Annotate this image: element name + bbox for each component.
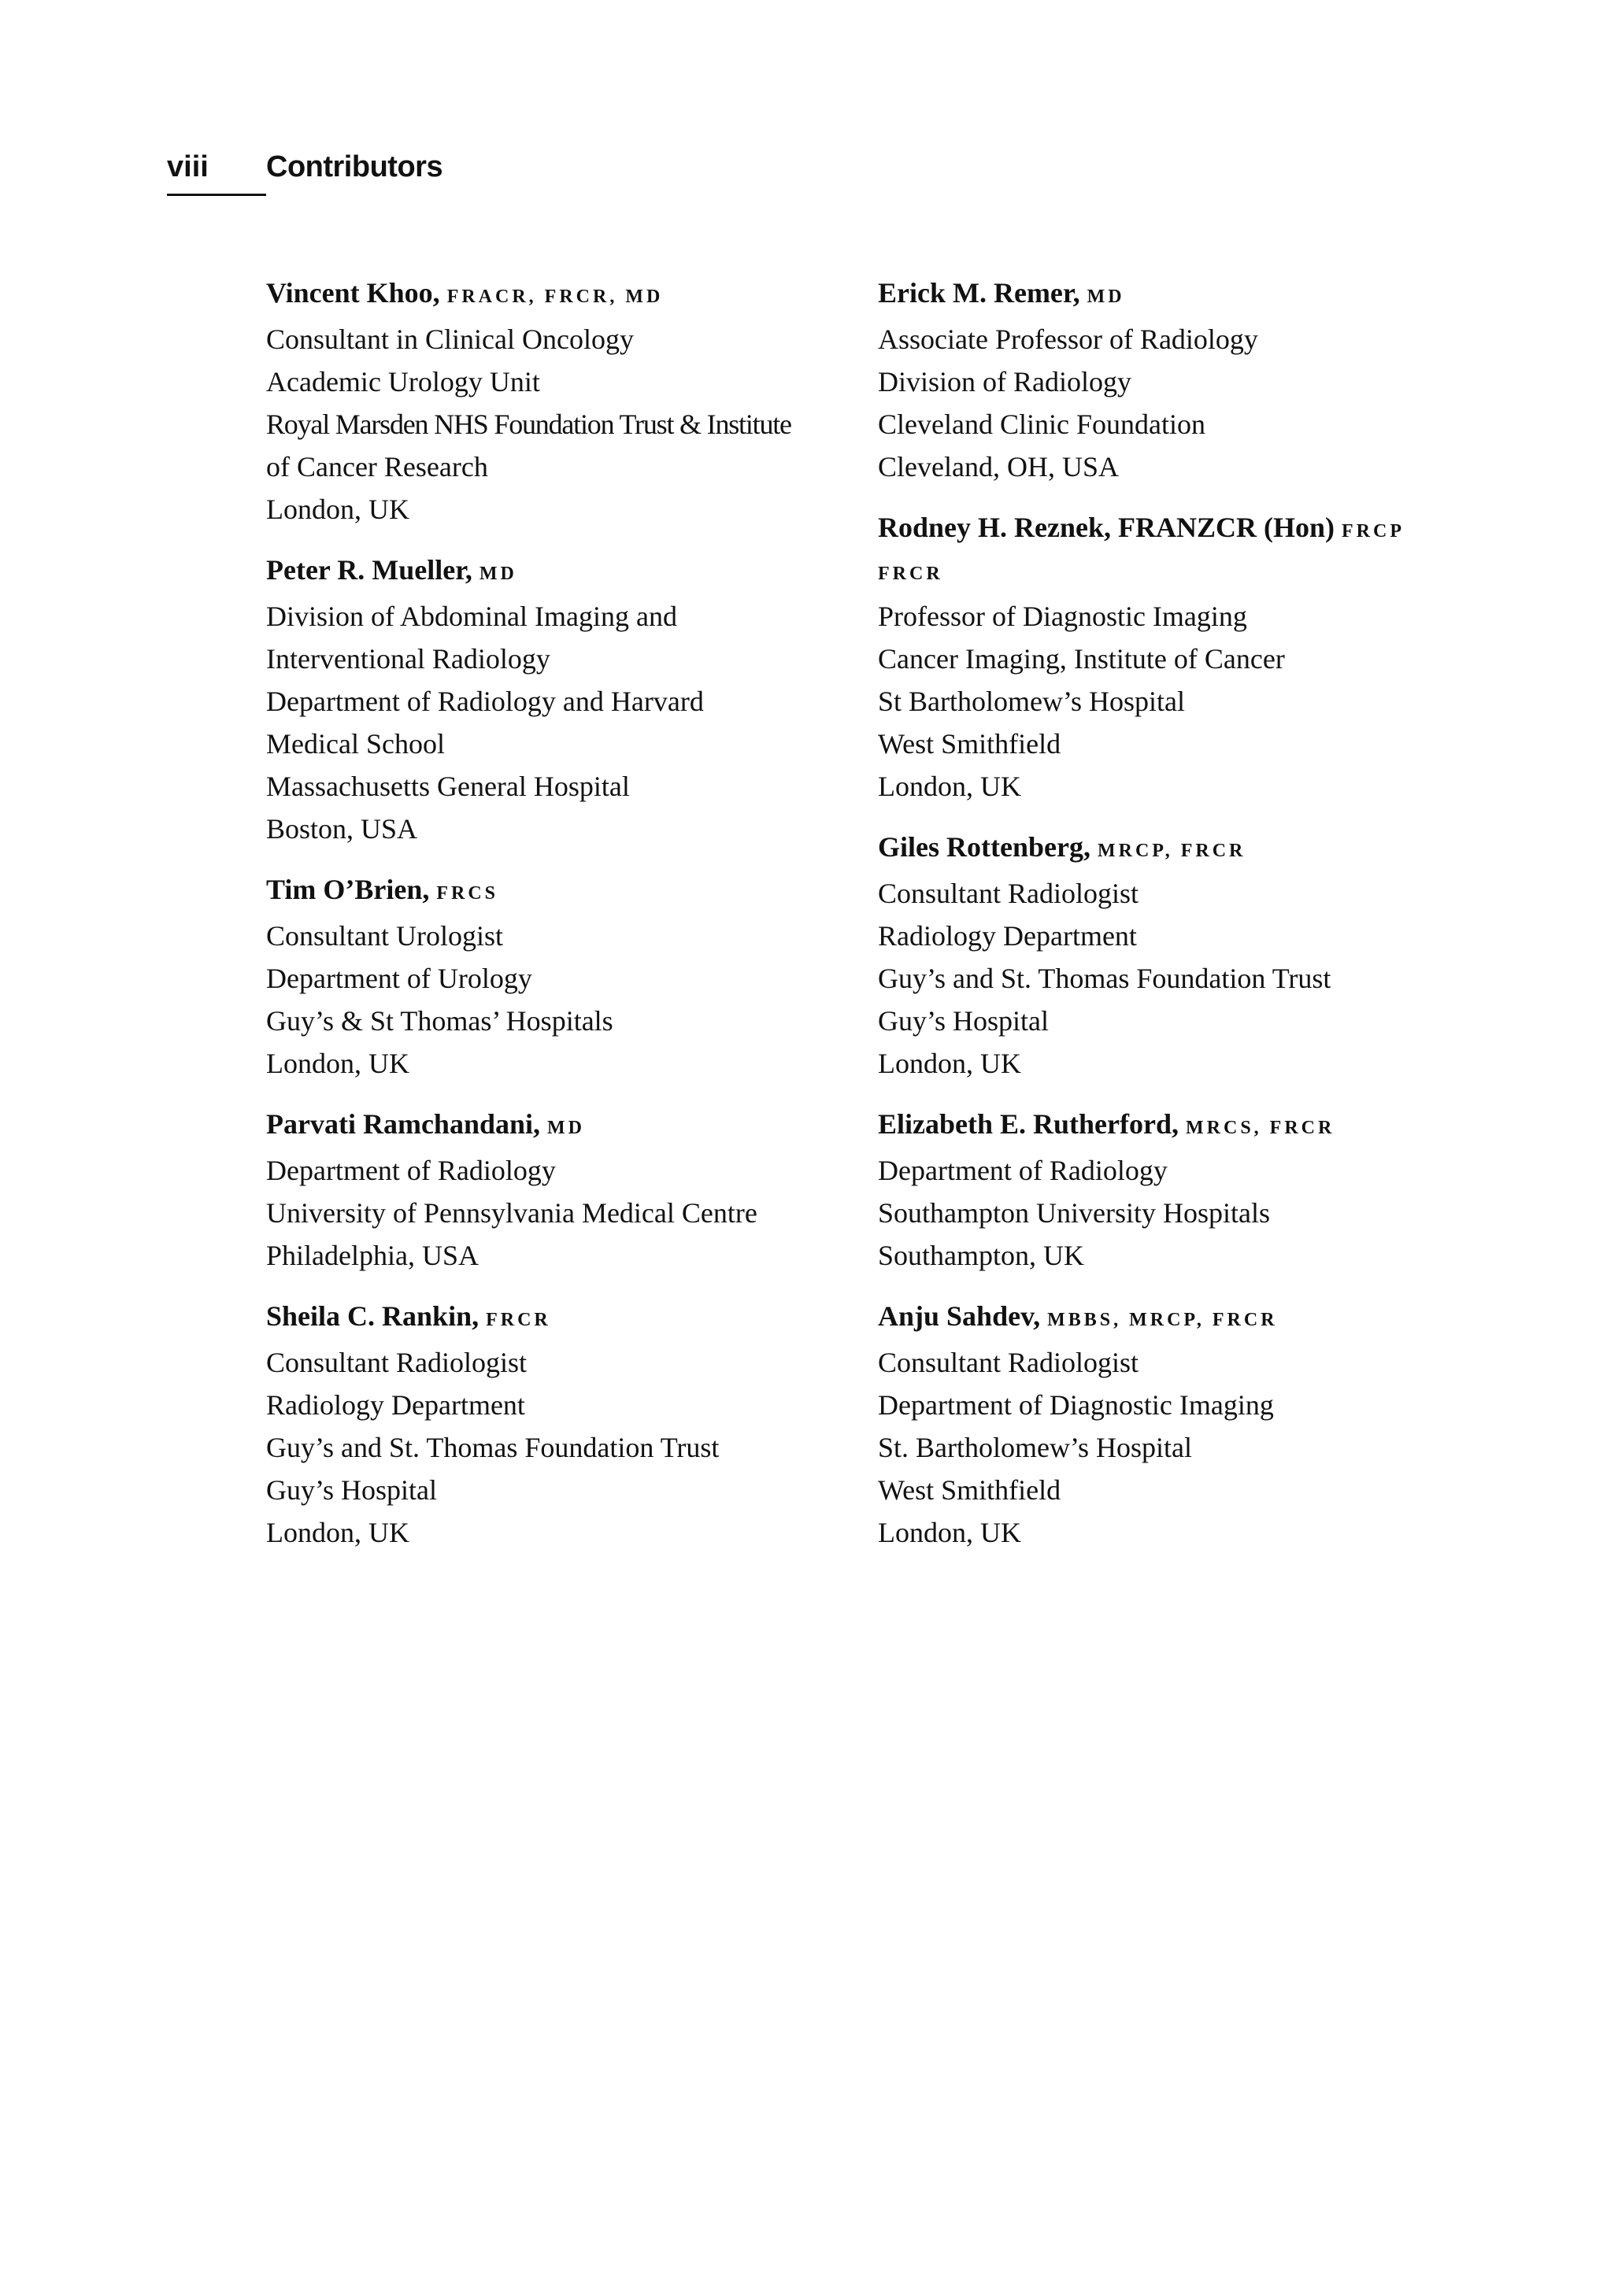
left-column [266, 272, 849, 1572]
affiliation-line: Cleveland Clinic Foundation [878, 409, 1205, 440]
contributor-name: Peter R. Mueller, [266, 554, 472, 586]
contributor-name: Rodney H. Reznek, FRANZCR (Hon) [878, 512, 1335, 543]
affiliation-line: Professor of Diagnostic Imaging [878, 601, 1247, 632]
affiliation-line: Medical School [266, 728, 445, 760]
affiliation-line: London, UK [266, 494, 409, 525]
contributor-qualifications: FRCP [1342, 521, 1405, 542]
affiliation-line: Radiology Department [266, 1389, 525, 1421]
affiliation-line: Massachusetts General Hospital [266, 771, 630, 802]
affiliation-line: Consultant in Clinical Oncology [266, 324, 634, 355]
contributor-name: Anju Sahdev, [878, 1300, 1041, 1332]
contributor-name: Sheila C. Rankin, [266, 1300, 479, 1332]
contributor-entry [266, 272, 849, 531]
right-column [878, 272, 1476, 1572]
affiliation-line: West Smithfield [878, 1474, 1061, 1506]
contributor-entry [878, 1103, 1476, 1277]
contributor-name: Elizabeth E. Rutherford, [878, 1108, 1179, 1140]
affiliation-line: Cleveland, OH, USA [878, 451, 1119, 482]
affiliation-line: Division of Radiology [878, 366, 1131, 397]
contributor-qualifications: MD [479, 564, 517, 584]
affiliation-line: Consultant Urologist [266, 920, 504, 952]
contributor-name: Giles Rottenberg, [878, 831, 1090, 863]
affiliation-line: Guy’s and St. Thomas Foundation Trust [878, 963, 1331, 994]
affiliation-line: London, UK [878, 771, 1021, 802]
contributor-heading [266, 272, 849, 318]
running-title: Contributors [266, 150, 443, 183]
contributor-qualifications: MRCS, FRCR [1186, 1118, 1335, 1138]
affiliation-line: Consultant Radiologist [878, 878, 1139, 909]
contributor-heading [878, 272, 1476, 318]
affiliation-line: Radiology Department [878, 920, 1137, 952]
affiliation-line: London, UK [266, 1517, 409, 1548]
affiliation-line: Boston, USA [266, 813, 418, 845]
contributor-entry [878, 506, 1476, 808]
contributor-entry [266, 1103, 849, 1277]
contributor-qualifications: FRCR [486, 1310, 551, 1330]
contributor-entry [266, 1295, 849, 1554]
page-number: viii [167, 150, 209, 183]
affiliation-line: Guy’s and St. Thomas Foundation Trust [266, 1432, 720, 1463]
affiliation-line: Royal Marsden NHS Foundation Trust & Institute [266, 409, 791, 440]
affiliation-line: Interventional Radiology [266, 643, 550, 675]
affiliation-line: London, UK [878, 1517, 1021, 1548]
contributor-name: Parvati Ramchandani, [266, 1108, 541, 1140]
header-rule [167, 194, 266, 196]
affiliation-line: London, UK [878, 1048, 1021, 1079]
affiliation-line: Guy’s & St Thomas’ Hospitals [266, 1005, 613, 1037]
affiliation-line: Southampton University Hospitals [878, 1197, 1270, 1229]
affiliation-line: Department of Diagnostic Imaging [878, 1389, 1274, 1421]
contributor-name: Erick M. Remer, [878, 277, 1080, 309]
affiliation-line: West Smithfield [878, 728, 1061, 760]
affiliation-line: Philadelphia, USA [266, 1240, 479, 1271]
contributor-name: Tim O’Brien, [266, 874, 430, 905]
affiliation-line: Department of Radiology [878, 1155, 1168, 1186]
affiliation-line: Guy’s Hospital [878, 1005, 1050, 1037]
contributor-entry [266, 868, 849, 1085]
affiliation-line: of Cancer Research [266, 451, 488, 482]
contributor-entry [878, 1295, 1476, 1554]
contributor-heading [878, 506, 1476, 553]
affiliation-line: Academic Urology Unit [266, 366, 540, 397]
contributor-entry [878, 272, 1476, 488]
contributor-heading [266, 1103, 849, 1149]
affiliation-line: Associate Professor of Radiology [878, 324, 1258, 355]
contributor-heading [266, 1295, 849, 1341]
affiliation-line: Cancer Imaging, Institute of Cancer [878, 643, 1285, 675]
contributor-heading [266, 868, 849, 915]
affiliation-line: Guy’s Hospital [266, 1474, 438, 1506]
affiliation-line: Department of Radiology and Harvard [266, 686, 704, 717]
contributor-entry [878, 826, 1476, 1085]
contributor-qualifications: MRCP, FRCR [1097, 841, 1246, 861]
affiliation-line: Division of Abdominal Imaging and [266, 601, 677, 632]
contributor-entry [266, 549, 849, 850]
affiliation-line: Consultant Radiologist [878, 1347, 1139, 1378]
contributor-qualifications-continued: FRCR [878, 564, 943, 584]
affiliation-line: London, UK [266, 1048, 409, 1079]
affiliation-line: Department of Urology [266, 963, 532, 994]
affiliation-line: St. Bartholomew’s Hospital [878, 1432, 1192, 1463]
affiliation-line: University of Pennsylvania Medical Centre [266, 1197, 757, 1229]
affiliation-line: Consultant Radiologist [266, 1347, 528, 1378]
contributor-qualifications: MBBS, MRCP, FRCR [1047, 1310, 1278, 1330]
contributor-name: Vincent Khoo, [266, 277, 440, 309]
contributor-qualifications: FRCS [436, 883, 499, 904]
affiliation-line: Department of Radiology [266, 1155, 556, 1186]
contributor-heading [878, 1295, 1476, 1341]
contributor-qualifications: FRACR, FRCR, MD [446, 287, 664, 307]
contributor-qualifications: MD [1087, 287, 1125, 307]
contributor-heading [266, 549, 849, 595]
contributor-qualifications: MD [547, 1118, 585, 1138]
contributor-heading [878, 826, 1476, 872]
affiliation-line: Southampton, UK [878, 1240, 1085, 1271]
affiliation-line: St Bartholomew’s Hospital [878, 686, 1185, 717]
page-header [167, 146, 876, 194]
contributor-heading [878, 1103, 1476, 1149]
